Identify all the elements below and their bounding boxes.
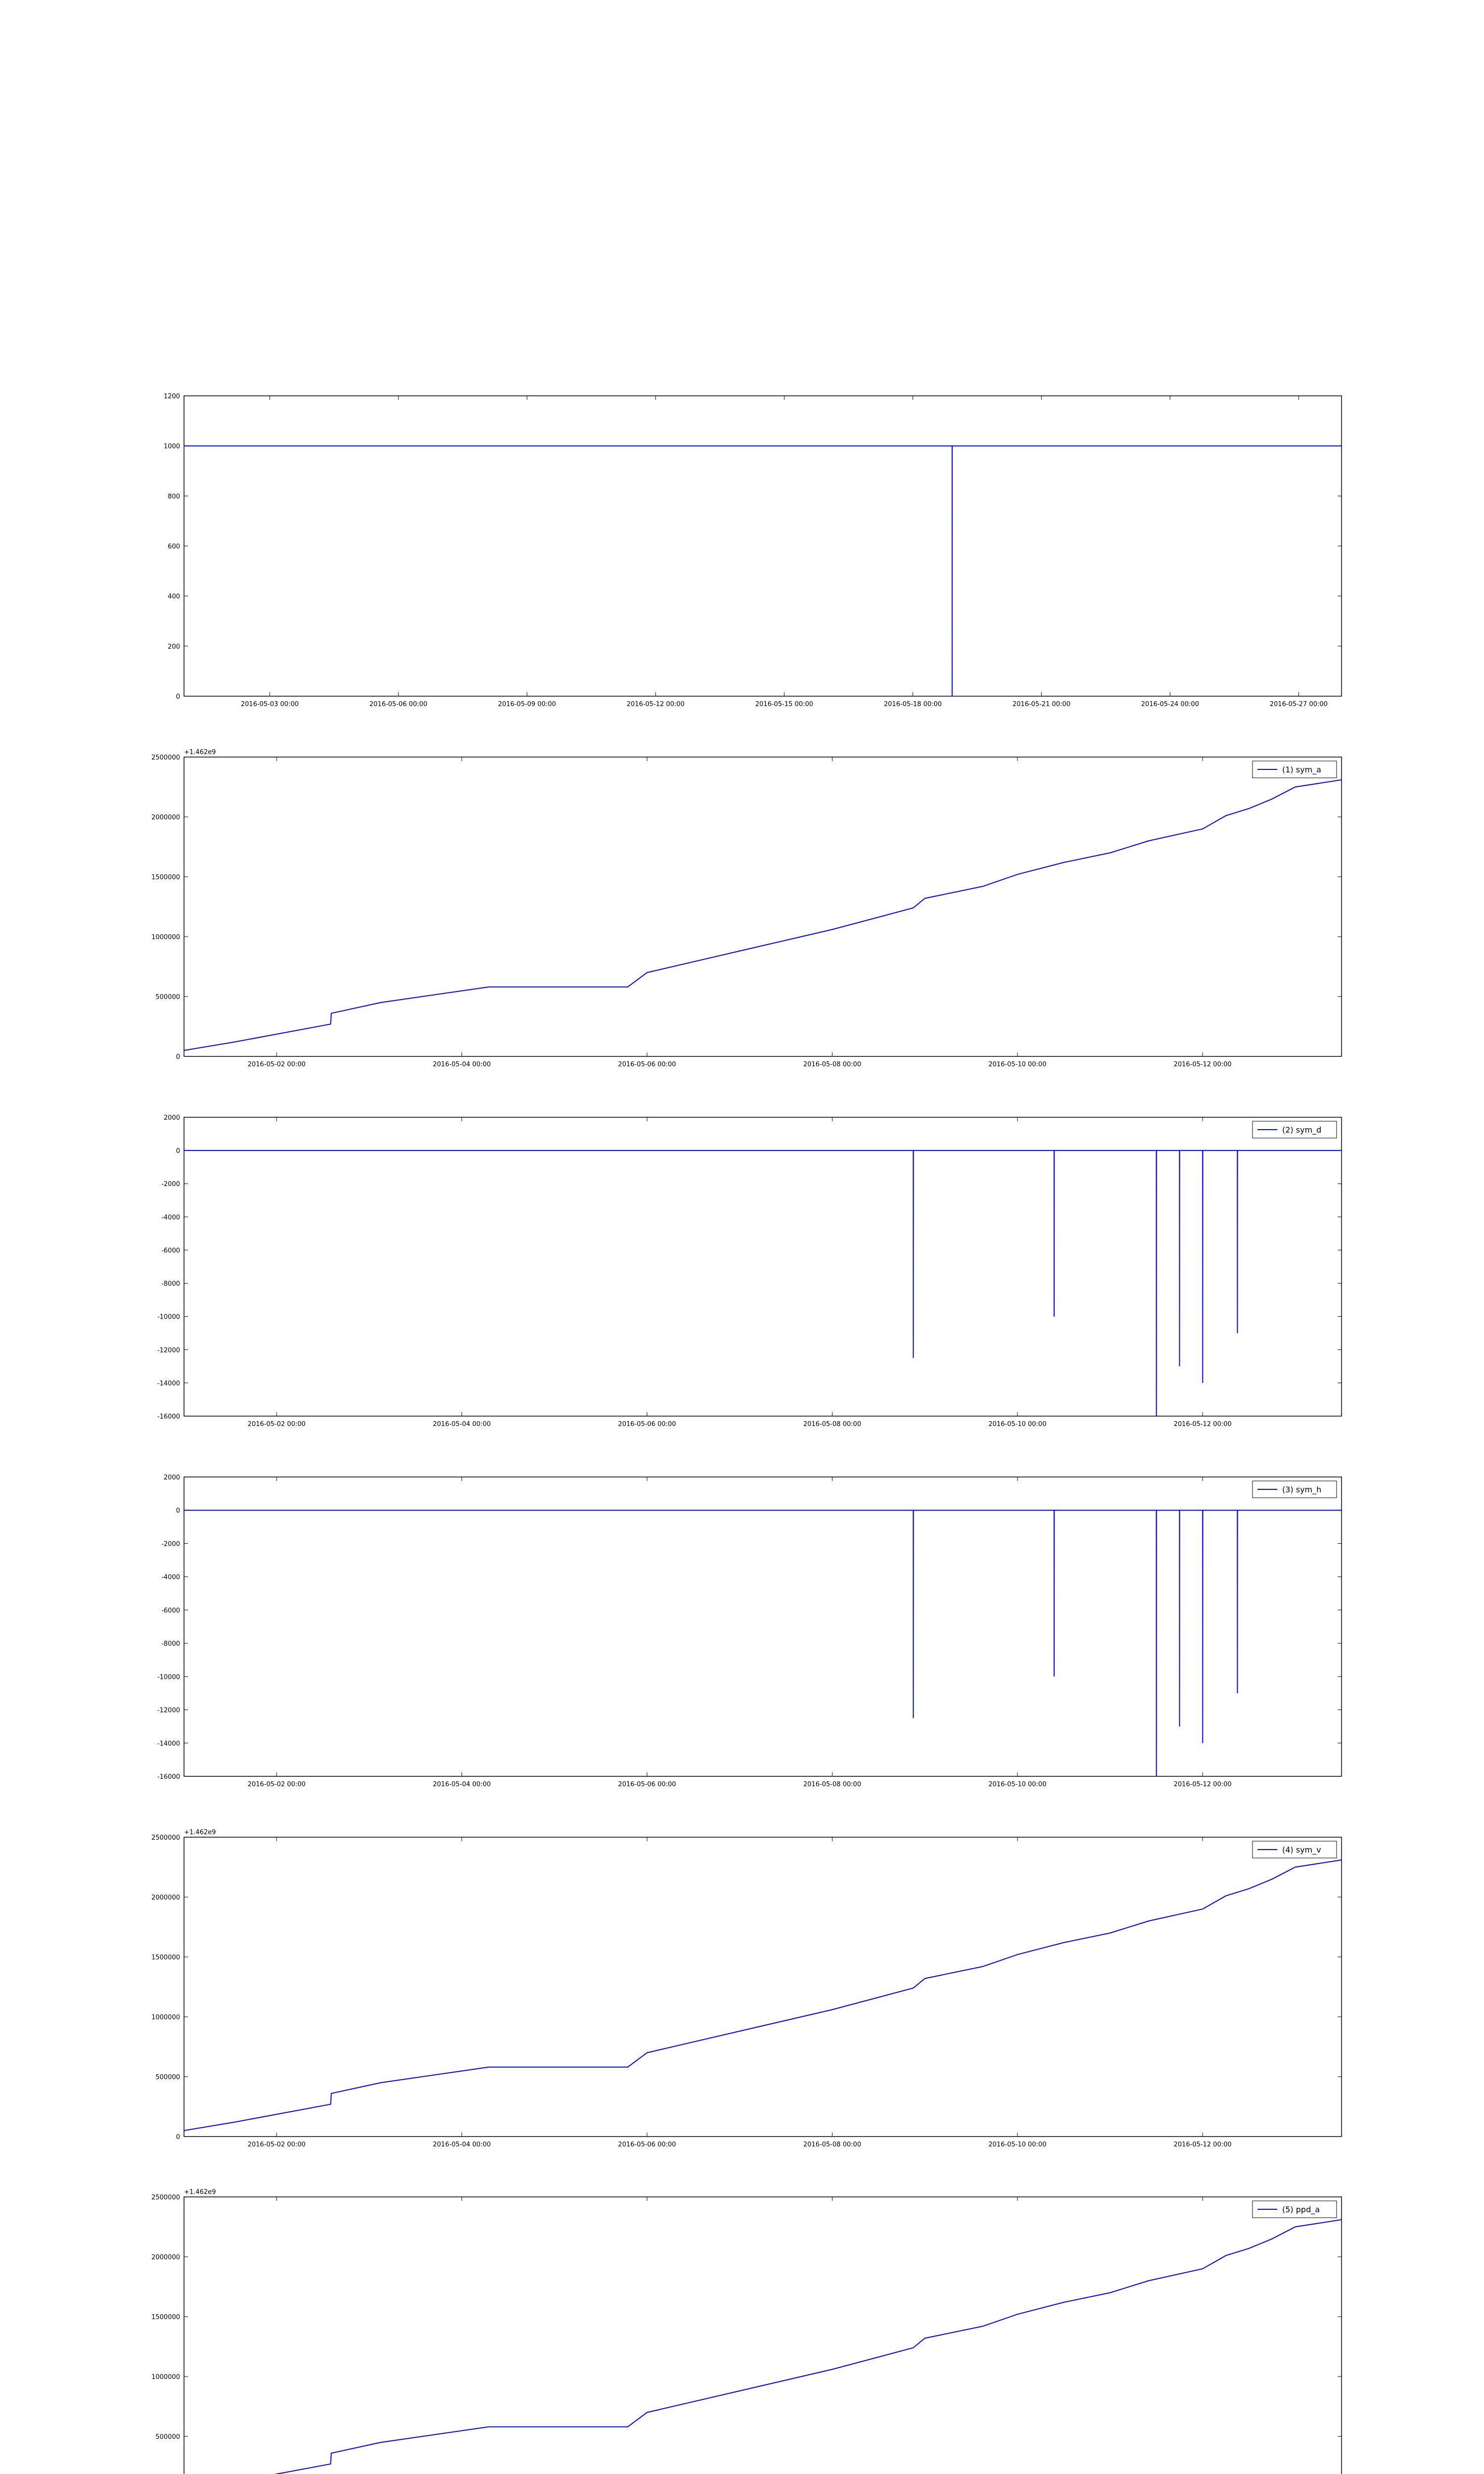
axes-frame (184, 1837, 1342, 2137)
y-tick-label: 1500000 (151, 1954, 180, 1961)
y-tick-label: -10000 (157, 1673, 180, 1681)
x-tick-label: 2016-05-06 00:00 (618, 1421, 676, 1428)
y-tick-label: 2000 (163, 1474, 180, 1481)
x-tick-label: 2016-05-12 00:00 (626, 701, 685, 708)
x-tick-label: 2016-05-09 00:00 (498, 701, 556, 708)
y-offset-label: +1.462e9 (184, 2189, 216, 2196)
legend (1252, 2201, 1337, 2218)
y-tick-label: 1000000 (151, 2014, 180, 2021)
y-tick-label: 2500000 (151, 2194, 180, 2201)
y-tick-label: -10000 (157, 1313, 180, 1321)
legend (1252, 761, 1337, 778)
x-tick-label: 2016-05-18 00:00 (883, 701, 942, 708)
y-tick-label: 1000 (163, 443, 180, 451)
legend-label: (3) sym_h (1282, 1485, 1322, 1494)
x-tick-label: 2016-05-10 00:00 (988, 1421, 1047, 1428)
chart-panel-4 (157, 1474, 1342, 1788)
y-tick-label: 2000000 (151, 814, 180, 821)
legend (1252, 1841, 1337, 1858)
y-tick-label: 0 (176, 1507, 180, 1515)
legend-label: (2) sym_d (1282, 1125, 1322, 1135)
y-tick-label: -6000 (161, 1247, 180, 1255)
y-tick-label: -4000 (161, 1573, 180, 1581)
y-tick-label: 2000000 (151, 2254, 180, 2261)
x-tick-label: 2016-05-27 00:00 (1269, 701, 1328, 708)
y-tick-label: 0 (176, 2134, 180, 2141)
y-offset-label: +1.462e9 (184, 1829, 216, 1836)
y-tick-label: 500000 (155, 2433, 180, 2441)
chart-panel-5 (151, 1829, 1342, 2148)
x-tick-label: 2016-05-08 00:00 (803, 1421, 861, 1428)
axes-frame (184, 2197, 1342, 2474)
y-tick-label: -2000 (161, 1540, 180, 1548)
x-tick-label: 2016-05-08 00:00 (803, 1061, 861, 1068)
y-tick-label: 200 (168, 643, 180, 651)
x-tick-label: 2016-05-06 00:00 (618, 2141, 676, 2148)
y-tick-label: 0 (176, 1147, 180, 1155)
y-tick-label: -8000 (161, 1280, 180, 1288)
y-tick-label: 2000000 (151, 1894, 180, 1902)
legend (1252, 1481, 1337, 1498)
y-tick-label: 2500000 (151, 1834, 180, 1842)
axes-frame (184, 1477, 1342, 1776)
x-tick-label: 2016-05-02 00:00 (247, 1061, 306, 1068)
x-tick-label: 2016-05-24 00:00 (1141, 701, 1199, 708)
x-tick-label: 2016-05-12 00:00 (1173, 1781, 1232, 1788)
x-tick-label: 2016-05-08 00:00 (803, 2141, 861, 2148)
legend-label: (4) sym_v (1282, 1845, 1321, 1855)
x-tick-label: 2016-05-12 00:00 (1173, 1061, 1232, 1068)
x-tick-label: 2016-05-08 00:00 (803, 1781, 861, 1788)
chart-panel-1 (164, 393, 1342, 708)
x-tick-label: 2016-05-10 00:00 (988, 1061, 1047, 1068)
y-tick-label: -6000 (161, 1607, 180, 1615)
x-tick-label: 2016-05-06 00:00 (369, 701, 427, 708)
y-tick-label: 800 (168, 493, 180, 501)
chart-panel-3 (157, 1114, 1342, 1428)
x-tick-label: 2016-05-06 00:00 (618, 1061, 676, 1068)
x-tick-label: 2016-05-12 00:00 (1173, 1421, 1232, 1428)
x-tick-label: 2016-05-10 00:00 (988, 2141, 1047, 2148)
y-tick-label: 0 (176, 1053, 180, 1061)
y-offset-label: +1.462e9 (184, 749, 216, 756)
x-tick-label: 2016-05-04 00:00 (433, 1781, 491, 1788)
y-tick-label: 600 (168, 543, 180, 551)
x-tick-label: 2016-05-21 00:00 (1012, 701, 1070, 708)
chart-panel-6 (151, 2189, 1342, 2474)
y-tick-label: -2000 (161, 1181, 180, 1189)
x-tick-label: 2016-05-02 00:00 (247, 1781, 306, 1788)
x-tick-label: 2016-05-02 00:00 (247, 2141, 306, 2148)
x-tick-label: 2016-05-04 00:00 (433, 2141, 491, 2148)
y-tick-label: 2000 (163, 1114, 180, 1122)
y-tick-label: 0 (176, 693, 180, 701)
y-tick-label: -4000 (161, 1214, 180, 1222)
x-tick-label: 2016-05-15 00:00 (755, 701, 813, 708)
y-tick-label: 400 (168, 593, 180, 601)
y-tick-label: 1500000 (151, 874, 180, 881)
y-tick-label: 500000 (155, 2074, 180, 2081)
y-tick-label: -12000 (157, 1707, 180, 1714)
legend (1252, 1121, 1337, 1138)
x-tick-label: 2016-05-04 00:00 (433, 1061, 491, 1068)
x-tick-label: 2016-05-10 00:00 (988, 1781, 1047, 1788)
y-tick-label: 1500000 (151, 2314, 180, 2321)
axes-frame (184, 757, 1342, 1056)
axes-frame (184, 396, 1342, 696)
y-tick-label: 1200 (163, 393, 180, 400)
y-tick-label: 2500000 (151, 754, 180, 761)
legend-label: (1) sym_a (1282, 765, 1321, 774)
y-tick-label: -14000 (157, 1380, 180, 1387)
y-tick-label: -16000 (157, 1413, 180, 1421)
axes-frame (184, 1117, 1342, 1416)
y-tick-label: -16000 (157, 1773, 180, 1781)
y-tick-label: 1000000 (151, 2374, 180, 2381)
chart-panel-2 (151, 749, 1342, 1068)
y-tick-label: -14000 (157, 1740, 180, 1748)
legend-label: (5) ppd_a (1282, 2205, 1320, 2214)
y-tick-label: 1000000 (151, 934, 180, 941)
y-tick-label: -8000 (161, 1640, 180, 1648)
x-tick-label: 2016-05-04 00:00 (433, 1421, 491, 1428)
x-tick-label: 2016-05-03 00:00 (240, 701, 299, 708)
y-tick-label: -12000 (157, 1346, 180, 1354)
x-tick-label: 2016-05-02 00:00 (247, 1421, 306, 1428)
y-tick-label: 500000 (155, 994, 180, 1001)
x-tick-label: 2016-05-06 00:00 (618, 1781, 676, 1788)
x-tick-label: 2016-05-12 00:00 (1173, 2141, 1232, 2148)
